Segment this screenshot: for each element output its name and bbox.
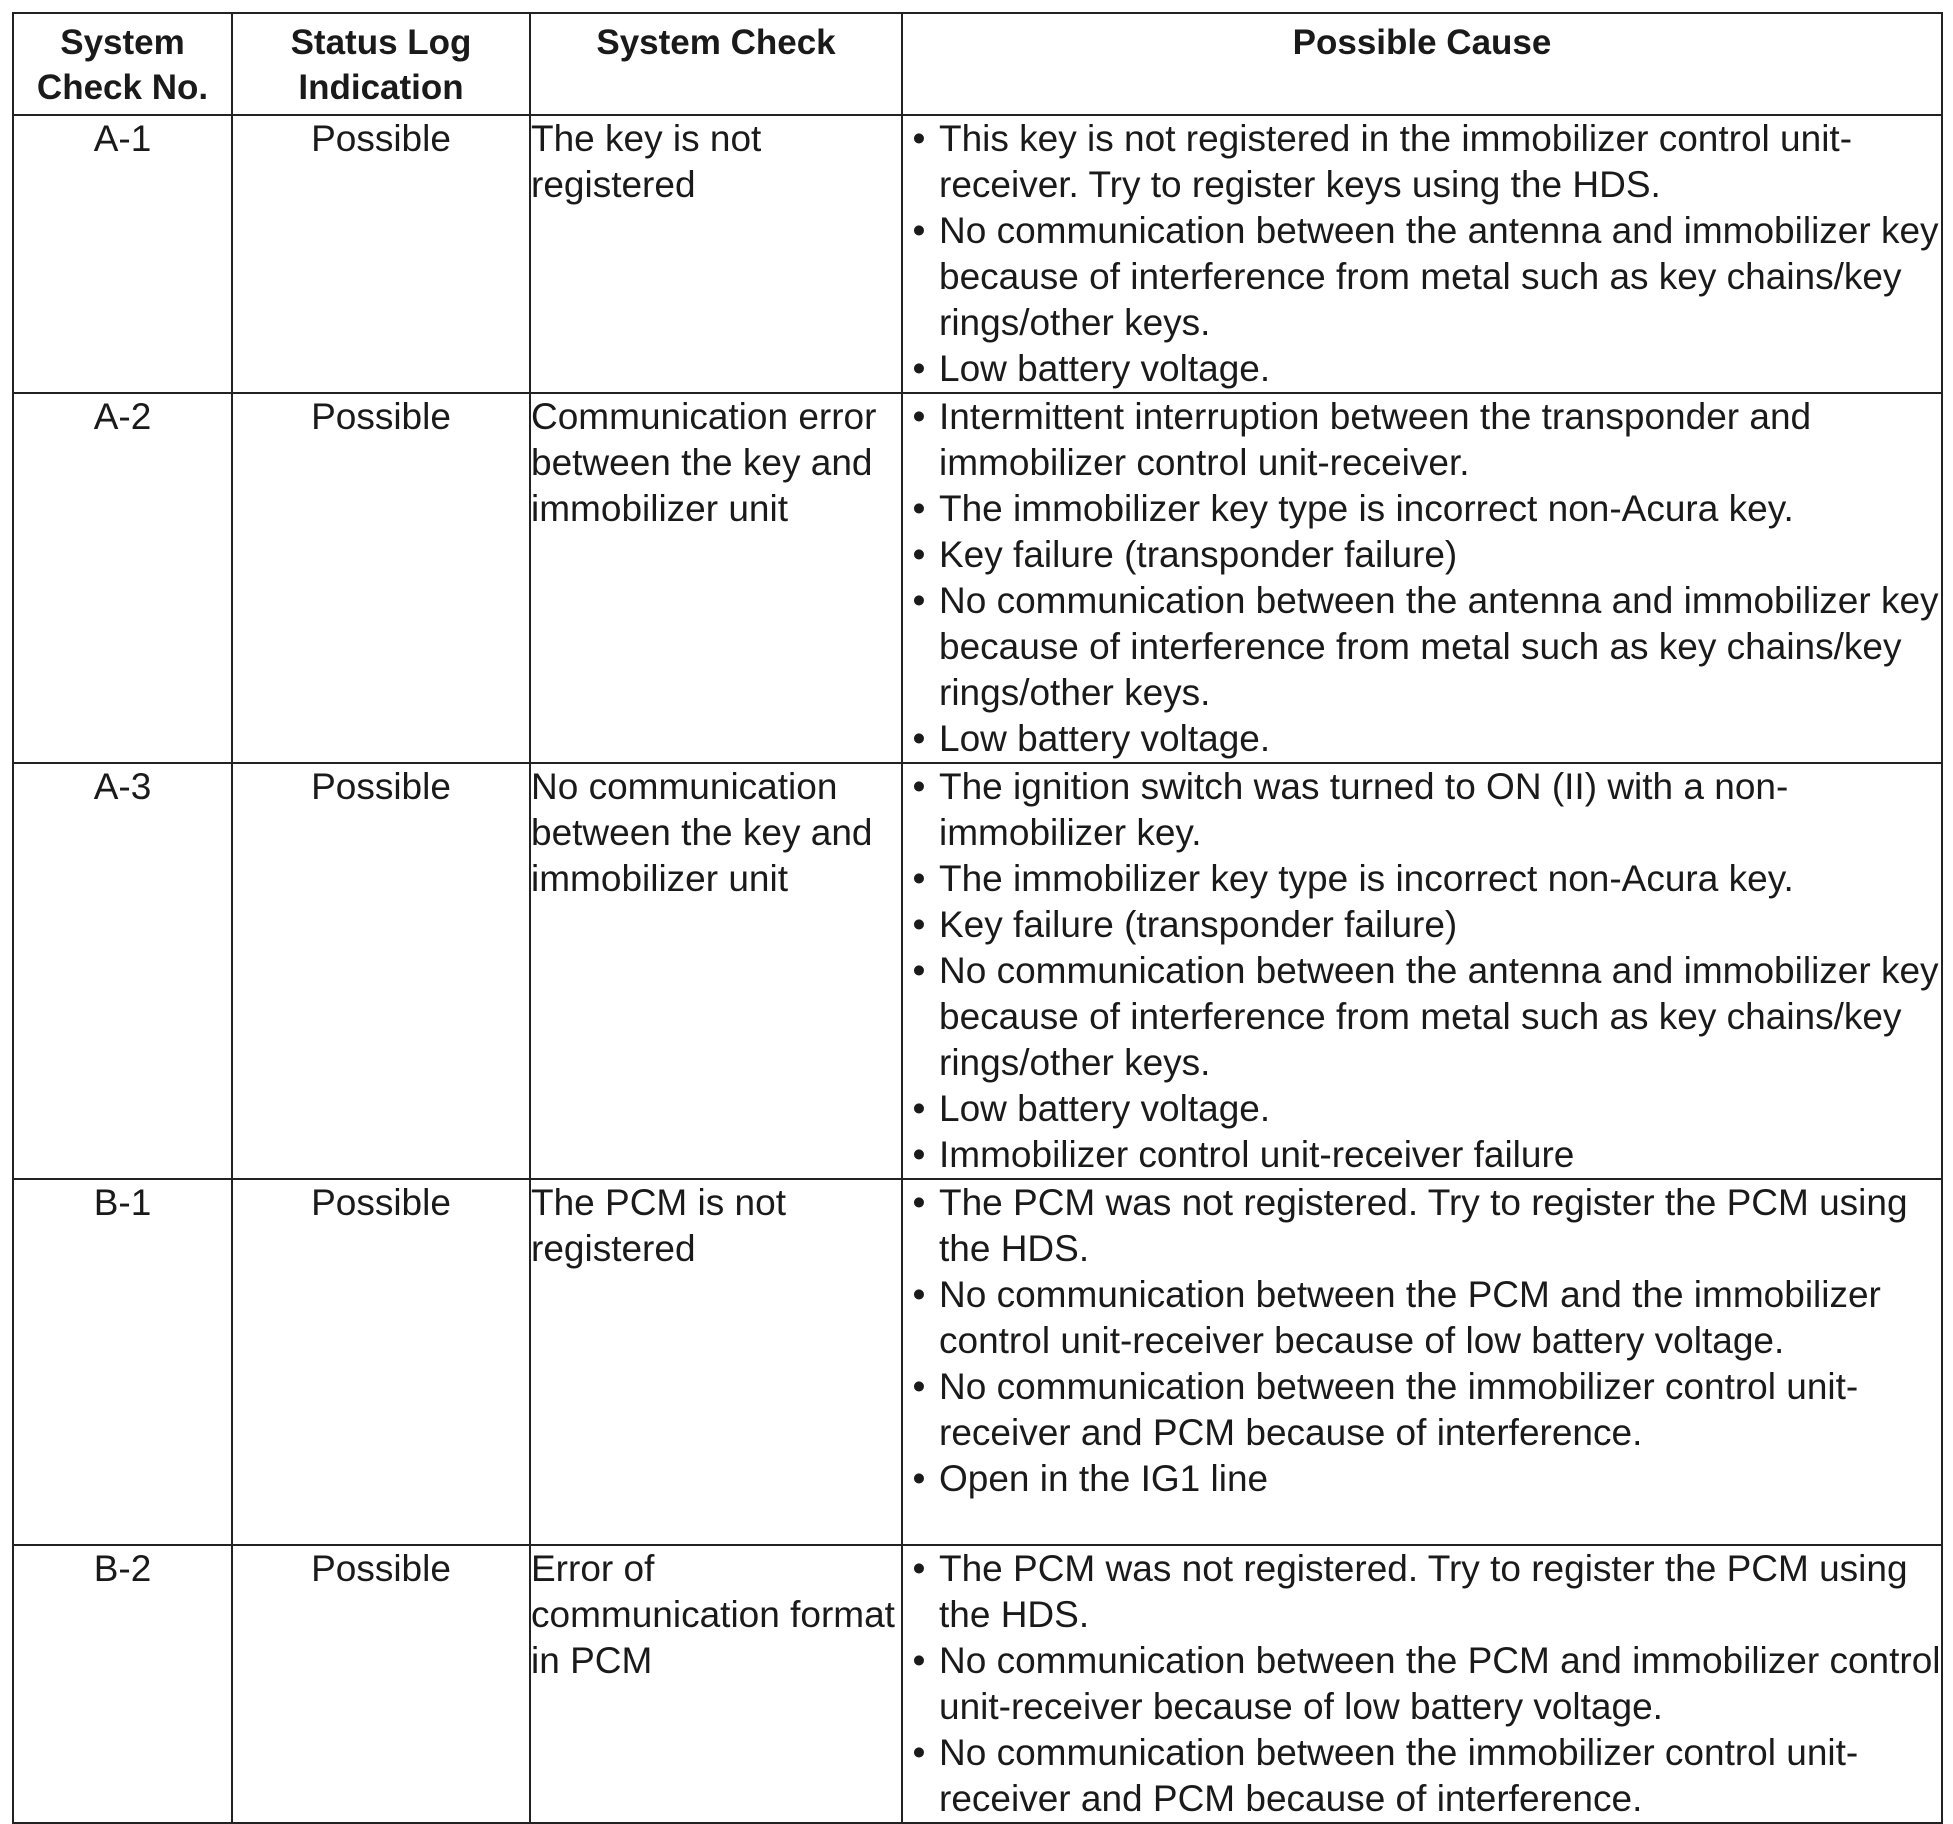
cell-status-log: Possible xyxy=(232,393,530,763)
bullet-icon: • xyxy=(912,1182,926,1223)
cause-text: The PCM was not registered. Try to register the PCM using the HDS. xyxy=(939,1548,1908,1635)
cell-possible-cause xyxy=(902,1545,1942,1823)
cause-list xyxy=(903,1180,1941,1502)
cause-item xyxy=(903,902,1941,948)
cause-text: Low battery voltage. xyxy=(939,718,1271,759)
header-line: Indication xyxy=(298,68,464,107)
cause-item xyxy=(903,1086,1941,1132)
cause-list xyxy=(903,1546,1941,1822)
bullet-icon: • xyxy=(912,1548,926,1589)
cause-item xyxy=(903,1456,1941,1502)
header-line: Status Log xyxy=(290,23,472,62)
header-system-check: System Check xyxy=(530,13,902,115)
cause-item xyxy=(903,716,1941,762)
cause-item xyxy=(903,1546,1941,1638)
cause-list xyxy=(903,764,1941,1178)
bullet-icon: • xyxy=(912,534,926,575)
cell-system-check: No communication between the key and immobilizer unit xyxy=(530,763,902,1179)
cell-status-log: Possible xyxy=(232,763,530,1179)
cell-system-check-no: B-1 xyxy=(13,1179,232,1545)
cause-item xyxy=(903,948,1941,1086)
cell-system-check: Error of communication format in PCM xyxy=(530,1545,902,1823)
cause-text: The ignition switch was turned to ON (II) with a non-immobilizer key. xyxy=(939,766,1789,853)
cause-item xyxy=(903,1638,1941,1730)
cause-item xyxy=(903,1730,1941,1822)
cell-possible-cause xyxy=(902,393,1942,763)
cause-item xyxy=(903,486,1941,532)
cause-item xyxy=(903,394,1941,486)
cause-item xyxy=(903,116,1941,208)
cause-text: No communication between the PCM and immobilizer control unit-receiver because of low battery voltage. xyxy=(939,1640,1941,1727)
cell-status-log: Possible xyxy=(232,115,530,393)
system-check-table xyxy=(12,12,1943,1824)
header-possible-cause: Possible Cause xyxy=(902,13,1942,115)
cell-possible-cause xyxy=(902,1179,1942,1545)
cause-text: Low battery voltage. xyxy=(939,1088,1271,1129)
cell-system-check: The key is not registered xyxy=(530,115,902,393)
cell-system-check: The PCM is not registered xyxy=(530,1179,902,1545)
bullet-icon: • xyxy=(912,1458,926,1499)
table-body xyxy=(13,115,1942,1823)
bullet-icon: • xyxy=(912,118,926,159)
cause-text: Open in the IG1 line xyxy=(939,1458,1269,1499)
cause-text: Immobilizer control unit-receiver failure xyxy=(939,1134,1575,1175)
cause-item xyxy=(903,764,1941,856)
cause-text: Low battery voltage. xyxy=(939,348,1271,389)
cause-item xyxy=(903,1180,1941,1272)
cell-system-check-no: B-2 xyxy=(13,1545,232,1823)
cause-item xyxy=(903,578,1941,716)
cause-text: No communication between the immobilizer control unit-receiver and PCM because of interference. xyxy=(939,1366,1859,1453)
cause-item xyxy=(903,1364,1941,1456)
cell-system-check-no: A-1 xyxy=(13,115,232,393)
cause-text: Key failure (transponder failure) xyxy=(939,534,1458,575)
bullet-icon: • xyxy=(912,488,926,529)
cause-item xyxy=(903,856,1941,902)
cell-status-log: Possible xyxy=(232,1545,530,1823)
cell-status-log: Possible xyxy=(232,1179,530,1545)
bullet-icon: • xyxy=(912,1134,926,1175)
bullet-icon: • xyxy=(912,950,926,991)
bullet-icon: • xyxy=(912,1366,926,1407)
header-line: System xyxy=(60,23,185,62)
cell-possible-cause xyxy=(902,115,1942,393)
header-status-log xyxy=(232,13,530,115)
cause-text: No communication between the immobilizer control unit-receiver and PCM because of interference. xyxy=(939,1732,1859,1819)
table-row xyxy=(13,393,1942,763)
bullet-icon: • xyxy=(912,1088,926,1129)
table-row xyxy=(13,1545,1942,1823)
cause-text: No communication between the antenna and immobilizer key because of interference from metal such as key chains/key rings/other keys. xyxy=(939,950,1939,1083)
cell-possible-cause xyxy=(902,763,1942,1179)
cause-text: No communication between the PCM and the immobilizer control unit-receiver because of low battery voltage. xyxy=(939,1274,1881,1361)
cause-text: Key failure (transponder failure) xyxy=(939,904,1458,945)
cause-list xyxy=(903,116,1941,392)
bullet-icon: • xyxy=(912,1274,926,1315)
cause-text: The immobilizer key type is incorrect non-Acura key. xyxy=(939,488,1794,529)
bullet-icon: • xyxy=(912,210,926,251)
cause-text: The PCM was not registered. Try to register the PCM using the HDS. xyxy=(939,1182,1908,1269)
bullet-icon: • xyxy=(912,348,926,389)
table-row xyxy=(13,1179,1942,1545)
bullet-icon: • xyxy=(912,396,926,437)
bullet-icon: • xyxy=(912,718,926,759)
cause-text: No communication between the antenna and immobilizer key because of interference from metal such as key chains/key rings/other keys. xyxy=(939,210,1939,343)
cause-text: Intermittent interruption between the transponder and immobilizer control unit-receiver. xyxy=(939,396,1812,483)
header-system-check-no xyxy=(13,13,232,115)
bullet-icon: • xyxy=(912,1640,926,1681)
cell-system-check-no: A-2 xyxy=(13,393,232,763)
bullet-icon: • xyxy=(912,904,926,945)
cause-text: The immobilizer key type is incorrect non-Acura key. xyxy=(939,858,1794,899)
table-row xyxy=(13,115,1942,393)
cause-text: No communication between the antenna and immobilizer key because of interference from metal such as key chains/key rings/other keys. xyxy=(939,580,1939,713)
cause-item xyxy=(903,1132,1941,1178)
bullet-icon: • xyxy=(912,580,926,621)
cell-system-check-no: A-3 xyxy=(13,763,232,1179)
bullet-icon: • xyxy=(912,1732,926,1773)
cause-item xyxy=(903,1272,1941,1364)
table-header xyxy=(13,13,1942,115)
cause-item xyxy=(903,208,1941,346)
header-line: Check No. xyxy=(36,68,209,107)
header-row xyxy=(13,13,1942,115)
cause-text: This key is not registered in the immobilizer control unit-receiver. Try to register keys using the HDS. xyxy=(939,118,1853,205)
cause-item xyxy=(903,346,1941,392)
cause-item xyxy=(903,532,1941,578)
bullet-icon: • xyxy=(912,766,926,807)
cause-list xyxy=(903,394,1941,762)
cell-system-check: Communication error between the key and immobilizer unit xyxy=(530,393,902,763)
bullet-icon: • xyxy=(912,858,926,899)
table-row xyxy=(13,763,1942,1179)
